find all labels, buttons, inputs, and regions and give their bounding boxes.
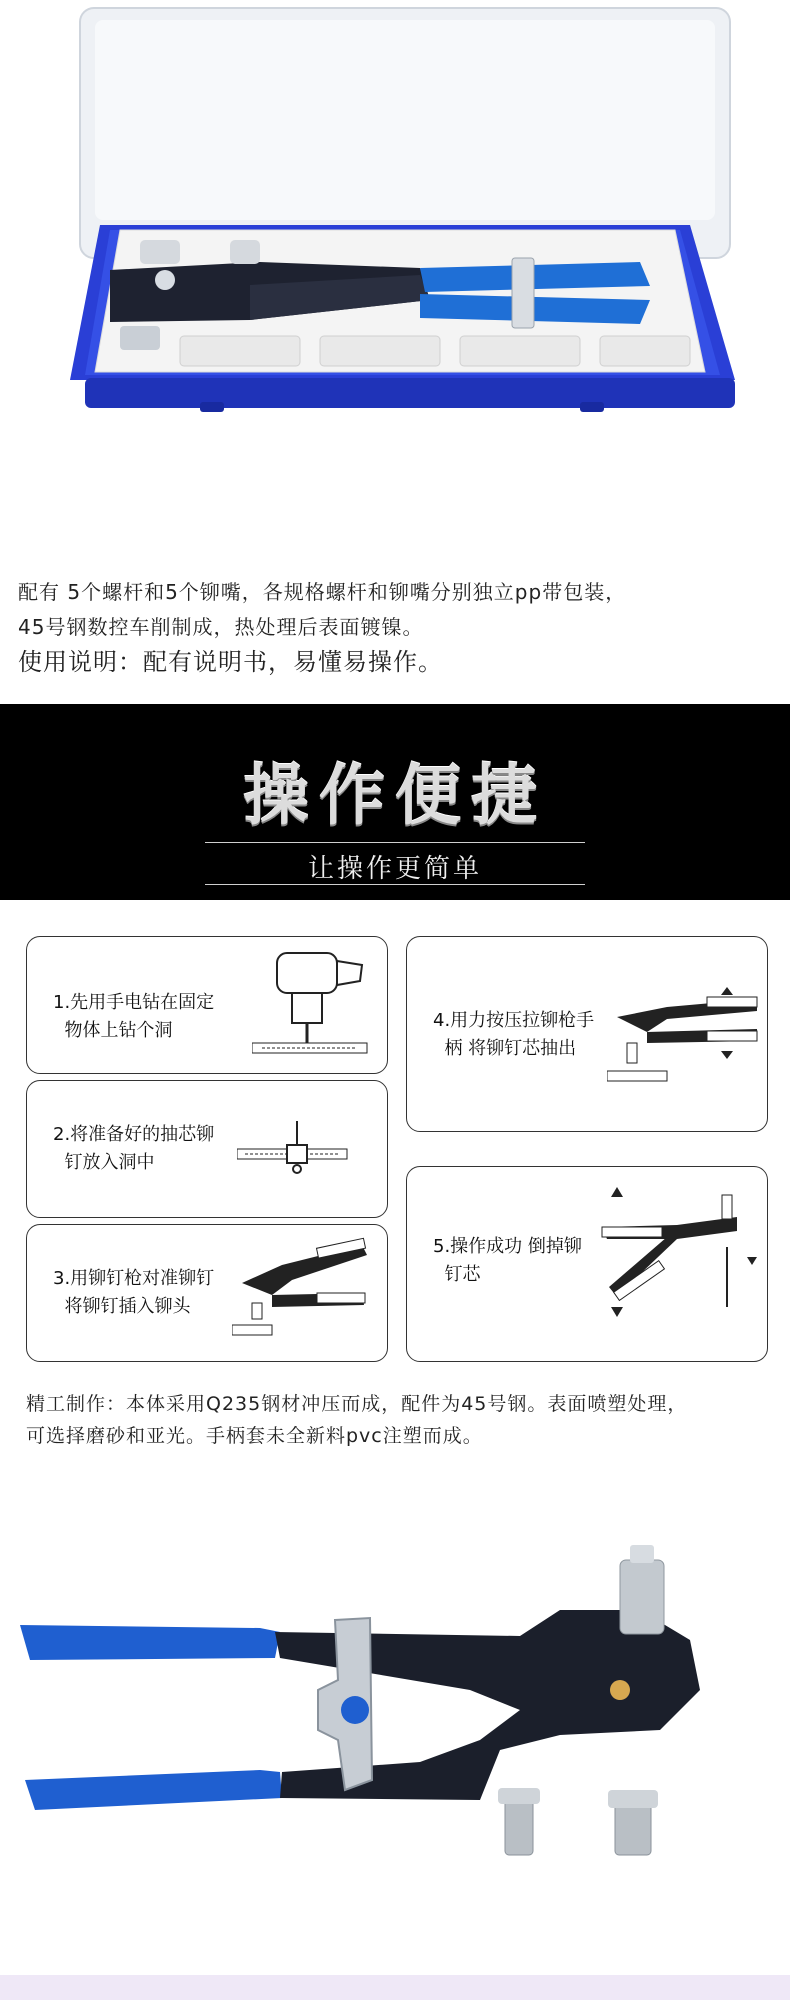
step-card-4 (406, 936, 768, 1132)
craft-line-1: 精工制作：本体采用Q235钢材冲压而成，配件为45号钢。表面喷塑处理， (26, 1393, 688, 1415)
description-line-3: 使用说明：配有说明书，易懂易操作。 (18, 648, 443, 676)
bottom-band (0, 1975, 790, 2000)
step-card-5 (406, 1166, 768, 1362)
description-line-2: 45号钢数控车削制成，热处理后表面镀镍。 (18, 615, 424, 639)
rivet-pull-icon (607, 987, 762, 1097)
rivet-tool-photo (0, 1540, 790, 1960)
rivet-insert-icon (237, 1121, 357, 1191)
discard-mandrel-icon (597, 1187, 762, 1337)
craft-line-2: 可选择磨砂和亚光。手柄套未全新料pvc注塑而成。 (26, 1425, 483, 1447)
rivet-gun-icon (232, 1235, 382, 1355)
banner-title: 操作便捷 (243, 757, 547, 834)
step-card-3 (26, 1224, 388, 1362)
description-line-1: 配有 5个螺杆和5个铆嘴，各规格螺杆和铆嘴分别独立pp带包装， (18, 580, 627, 604)
step-card-1 (26, 936, 388, 1074)
step-5-text: 5.操作成功 倒掉铆 钉芯 (433, 1236, 582, 1285)
step-2-text: 2.将准备好的抽芯铆 钉放入洞中 (53, 1124, 215, 1173)
product-case-photo (0, 0, 790, 440)
banner-subtitle: 让操作更简单 (307, 854, 482, 884)
step-4-text: 4.用力按压拉铆枪手 柄 将铆钉芯抽出 (433, 1010, 595, 1059)
step-3-text: 3.用铆钉枪对准铆钉 将铆钉插入铆头 (53, 1268, 215, 1317)
step-1-text: 1.先用手电钻在固定 物体上钻个洞 (53, 992, 215, 1041)
step-card-2 (26, 1080, 388, 1218)
banner-divider-bottom (205, 884, 585, 885)
drill-icon (252, 943, 372, 1069)
banner-divider-top (205, 842, 585, 843)
